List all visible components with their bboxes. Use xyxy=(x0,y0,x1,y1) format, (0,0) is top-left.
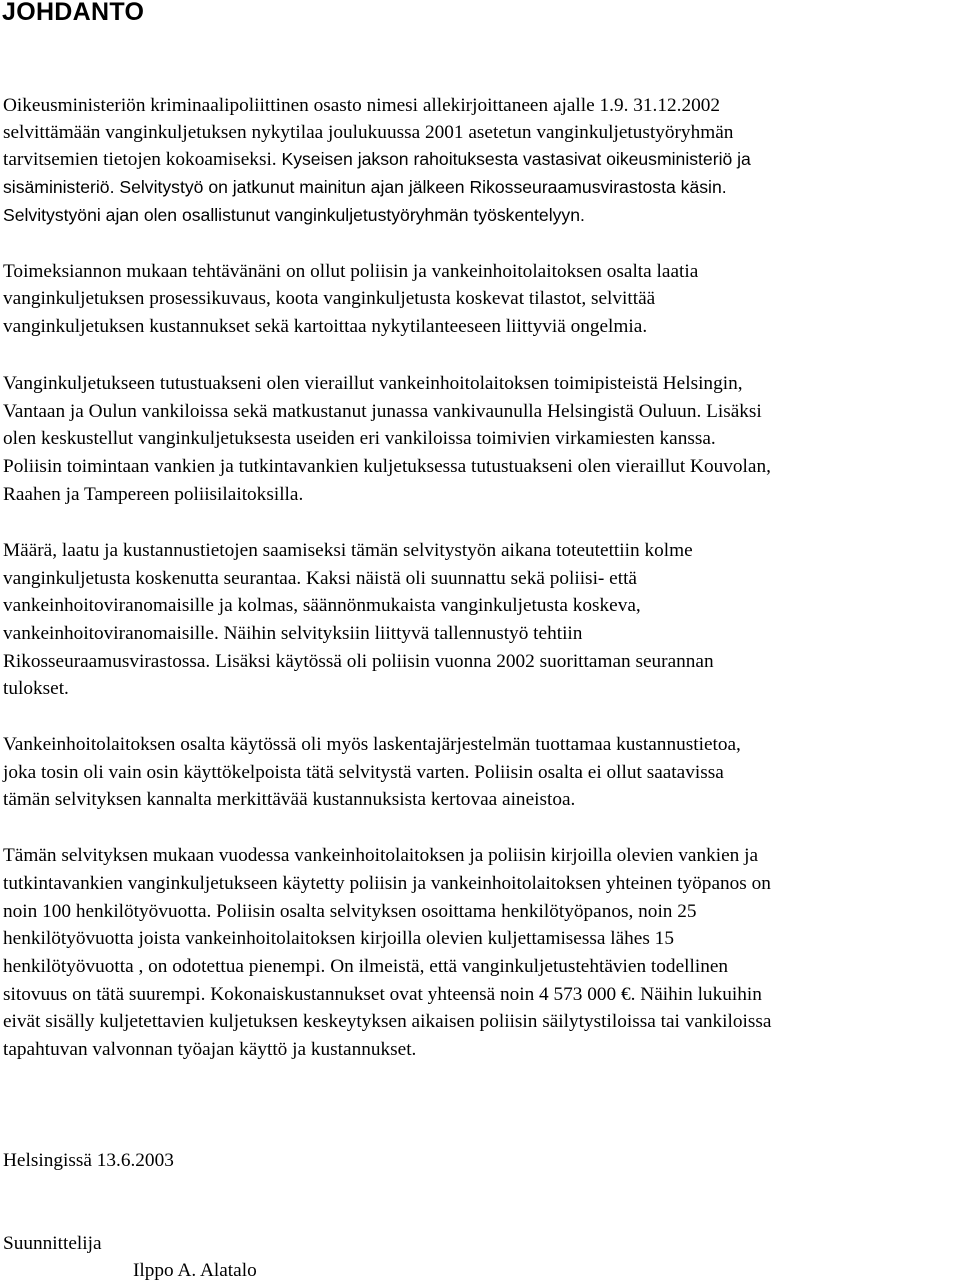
text-line: sitovuus on tätä suurempi. Kokonaiskustannukset ovat yhteensä noin 4 573 000 €. Näihin lukuihin xyxy=(3,984,762,1005)
text-line: Vankeinhoitolaitoksen osalta käytössä oli myös laskentajärjestelmän tuottamaa kustannustietoa, xyxy=(3,734,741,755)
text-line: vanginkuljetuksen prosessikuvaus, koota vanginkuljetusta koskevat tilastot, selvittää xyxy=(3,288,656,309)
place-date: Helsingissä 13.6.2003 xyxy=(3,1150,174,1171)
text-line: Tämän selvityksen mukaan vuodessa vankeinhoitolaitoksen ja poliisin kirjoilla olevien vankien ja xyxy=(3,845,759,866)
text-line: Vanginkuljetukseen tutustuakseni olen vieraillut vankeinhoitolaitoksen toimipisteistä Helsingin, xyxy=(3,373,743,394)
text-line: tutkintavankien vanginkuljetukseen käytetty poliisin ja vankeinhoitolaitoksen yhteinen työpanos on xyxy=(3,873,771,894)
text-line: vanginkuljetuksen kustannukset sekä kartoittaa nykytilanteeseen liittyviä ongelmia. xyxy=(3,316,648,337)
text-line: Rikosseuraamusvirastossa. Lisäksi käytössä oli poliisin vuonna 2002 suorittaman seurannan xyxy=(3,651,714,672)
text-line: vankeinhoitoviranomaisille. Näihin selvityksiin liittyvä tallennustyö tehtiin xyxy=(3,623,583,644)
text-line: Oikeusministeriön kriminaalipoliittinen osasto nimesi allekirjoittaneen ajalle 1.9. 31.12.2002 xyxy=(3,95,721,116)
text-line: Selvitystyöni ajan olen osallistunut vanginkuljetustyöryhmän työskentelyyn. xyxy=(3,205,585,225)
text-line: Raahen ja Tampereen poliisilaitoksilla. xyxy=(3,484,304,505)
text-line: eivät sisälly kuljetettavien kuljetuksen keskeytyksen aikaisen poliisin säilytystiloissa tai vankiloissa xyxy=(3,1011,772,1032)
text-line: henkilötyövuotta , on odotettua pienempi. On ilmeistä, että vanginkuljetustehtävien todellinen xyxy=(3,956,729,977)
text-line: vankeinhoitoviranomaisille ja kolmas, säännönmukaista vanginkuljetusta koskeva, xyxy=(3,595,641,616)
text-line: sisäministeriö. Selvitystyö on jatkunut mainitun ajan jälkeen Rikosseuraamusvirastosta käsin. xyxy=(3,177,727,197)
text-line: Poliisin toimintaan vankien ja tutkintavankien kuljetuksessa tutustuakseni olen vieraillut Kouvolan, xyxy=(3,456,771,477)
text-line: tämän selvityksen kannalta merkittävää kustannuksista kertovaa aineistoa. xyxy=(3,789,576,810)
signer-name: Ilppo A. Alatalo xyxy=(133,1260,257,1281)
text-line: Toimeksiannon mukaan tehtävänäni on ollut poliisin ja vankeinhoitolaitoksen osalta laatia xyxy=(3,261,699,282)
text-line: Vantaan ja Oulun vankiloissa sekä matkustanut junassa vankivaunulla Helsingistä Ouluun. Lisäksi xyxy=(3,401,762,422)
text-line: selvittämään vanginkuljetuksen nykytilaa joulukuussa 2001 asetetun vanginkuljetustyöryhmän xyxy=(3,122,734,143)
text-line: Määrä, laatu ja kustannustietojen saamiseksi tämän selvitystyön aikana toteutettiin kolme xyxy=(3,540,693,561)
signer-title: Suunnittelija xyxy=(3,1233,102,1254)
text-line: joka tosin oli vain osin käyttökelpoista tätä selvitystä varten. Poliisin osalta ei ollut saatavissa xyxy=(3,762,724,783)
text-line: olen keskustellut vanginkuljetuksesta useiden eri vankiloissa toimivien virkamiesten kanssa. xyxy=(3,428,716,449)
text-line: tapahtuvan valvonnan työajan käyttö ja kustannukset. xyxy=(3,1039,417,1060)
text-segment: Kyseisen jakson rahoituksesta vastasivat oikeusministeriö ja xyxy=(281,149,751,169)
text-line: henkilötyövuotta joista vankeinhoitolaitoksen kirjoilla olevien kuljettamisessa lähes 15 xyxy=(3,928,674,949)
text-line-mixed xyxy=(3,146,751,173)
text-segment: tarvitsemien tietojen kokoamiseksi. xyxy=(3,149,282,170)
text-line: tulokset. xyxy=(3,678,69,699)
text-line: vanginkuljetusta koskenutta seurantaa. Kaksi näistä oli suunnattu sekä poliisi- että xyxy=(3,568,637,589)
page-title: JOHDANTO xyxy=(2,0,145,26)
text-line: noin 100 henkilötyövuotta. Poliisin osalta selvityksen osoittama henkilötyöpanos, noin 25 xyxy=(3,901,697,922)
